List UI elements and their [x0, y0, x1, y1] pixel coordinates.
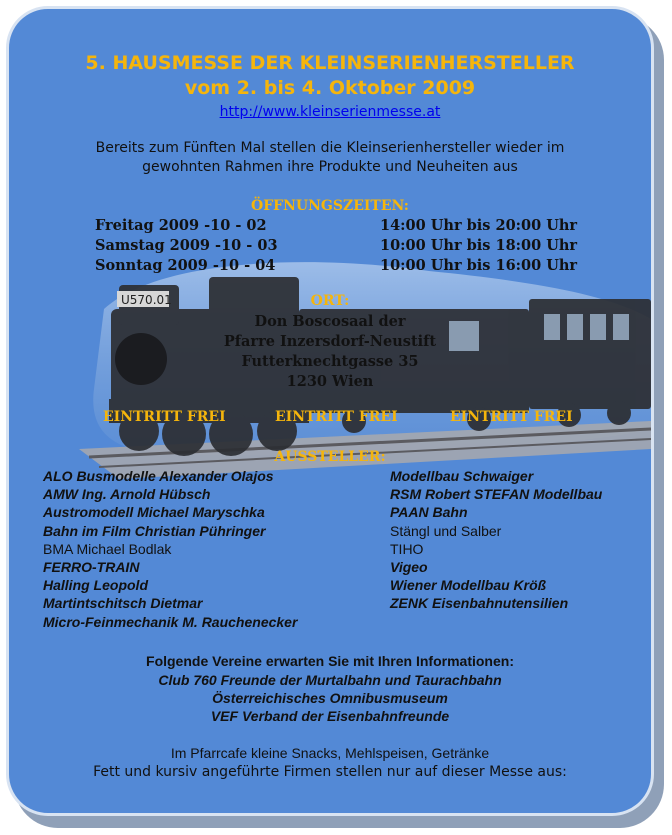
- location-heading: ORT:: [310, 293, 350, 309]
- hours-day-1: Freitag 2009 -10 - 02: [95, 217, 267, 234]
- exhibitor-item: Modellbau Schwaiger: [390, 468, 534, 484]
- location-line-1: Don Boscosaal der: [254, 313, 406, 330]
- exhibitor-item: ZENK Eisenbahnutensilien: [390, 595, 569, 612]
- website-link[interactable]: http://www.kleinserienmesse.at: [219, 104, 441, 120]
- exhibitor-item: Halling Leopold: [43, 577, 148, 594]
- hours-heading: ÖFFNUNGSZEITEN:: [251, 198, 409, 214]
- intro-line-2: gewohnten Rahmen ihre Produkte und Neuheiten aus: [142, 159, 518, 175]
- hours-time-3: 10:00 Uhr bis 16:00 Uhr: [380, 257, 578, 274]
- exhibitor-item: BMA Michael Bodlak: [43, 540, 172, 557]
- location-line-4: 1230 Wien: [286, 373, 374, 390]
- exhibitors-right-column: [390, 467, 602, 613]
- hours-time-1: 14:00 Uhr bis 20:00 Uhr: [380, 217, 578, 234]
- exhibitor-item: RSM Robert STEFAN Modellbau: [390, 486, 603, 503]
- flyer-card: [6, 6, 654, 816]
- page-title: 5. HAUSMESSE DER KLEINSERIENHERSTELLER: [85, 52, 575, 74]
- exhibitors-heading: AUSSTELLER:: [274, 449, 386, 465]
- hours-time-2: 10:00 Uhr bis 18:00 Uhr: [380, 237, 578, 254]
- admission-free-1: EINTRITT FREI: [103, 409, 226, 425]
- exhibitor-item: FERRO-TRAIN: [43, 559, 140, 576]
- exhibitor-item: Austromodell Michael Maryschka: [43, 504, 265, 521]
- exhibitor-item: AMW Ing. Arnold Hübsch: [43, 486, 211, 503]
- admission-free-2: EINTRITT FREI: [275, 409, 398, 425]
- legend-note: Fett und kursiv angeführte Firmen stellen nur auf dieser Messe aus:: [93, 764, 567, 780]
- exhibitor-item: Vigeo: [390, 559, 428, 576]
- exhibitor-item: Martintschitsch Dietmar: [43, 595, 203, 612]
- hours-day-2: Samstag 2009 -10 - 03: [95, 237, 278, 254]
- club-item: Club 760 Freunde der Murtalbahn und Taurachbahn: [158, 672, 502, 688]
- clubs-heading: Folgende Vereine erwarten Sie mit Ihren Informationen:: [146, 653, 514, 669]
- event-dates: vom 2. bis 4. Oktober 2009: [184, 77, 476, 99]
- number-plate: U570.01: [121, 293, 172, 307]
- exhibitor-item: PAAN Bahn: [390, 504, 468, 521]
- exhibitor-item: Bahn im Film Christian Pühringer: [43, 522, 266, 539]
- location-line-3: Futterknechtgasse 35: [241, 353, 419, 370]
- club-item: VEF Verband der Eisenbahnfreunde: [210, 708, 450, 724]
- hours-day-3: Sonntag 2009 -10 - 04: [95, 257, 276, 274]
- club-item: Österreichisches Omnibusmuseum: [212, 690, 448, 706]
- admission-free-3: EINTRITT FREI: [450, 409, 573, 425]
- exhibitor-item: ALO Busmodelle Alexander Olajos: [43, 468, 274, 484]
- exhibitor-item: Stängl und Salber: [390, 522, 502, 539]
- intro-line-1: Bereits zum Fünften Mal stellen die Kleinserienhersteller wieder im: [95, 140, 565, 156]
- exhibitor-item: Wiener Modellbau Kröß: [390, 577, 547, 594]
- website-link-row: [9, 101, 651, 120]
- location-line-2: Pfarre Inzersdorf-Neustift: [223, 333, 437, 350]
- exhibitor-item: TIHO: [390, 540, 424, 557]
- exhibitor-item: Micro-Feinmechanik M. Rauchenecker: [43, 613, 298, 630]
- catering-note: Im Pfarrcafe kleine Snacks, Mehlspeisen, Getränke: [170, 745, 490, 761]
- exhibitors-left-column: [43, 467, 297, 631]
